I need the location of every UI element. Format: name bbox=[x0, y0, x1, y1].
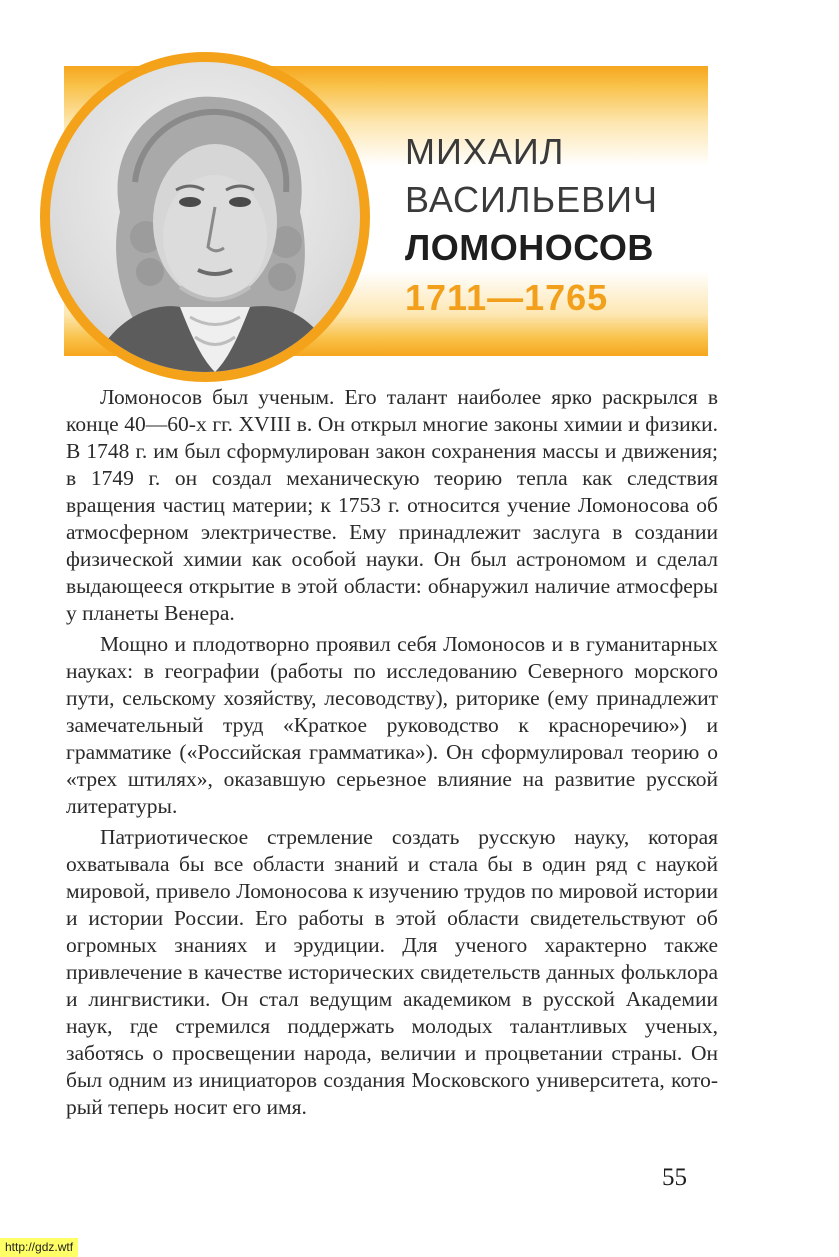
source-watermark: http://gdz.wtf bbox=[0, 1238, 78, 1257]
first-name: МИХАИЛ bbox=[405, 131, 565, 172]
surname: ЛОМОНОСОВ bbox=[405, 227, 654, 268]
portrait-engraving-icon bbox=[40, 52, 370, 382]
paragraph: Ломоносов был ученым. Его талант наиболее ярко раскрылся в конце 40—60-х гг. XVIII в. Он открыл многие законы химии и физики. В 1748 г. им был сформулирован закон сохранения массы и движения; в 1749 г. он создал механическую теорию тепла как следствия вращения частиц материи; к 1753 г. относится учение Ломоносова об атмосферном электричестве. Ему принадлежит заслуга в создании физической химии как особой науки. Он был астрономом и сделал выдающееся открытие в этой области: обнаружил наличие атмосферы у планеты Венера. bbox=[66, 385, 718, 625]
paragraph: Мощно и плодотворно проявил себя Ломоносов и в гуманитарных науках: в географии (работы по исследованию Северного морского пути, сельскому хозяйству, лесоводству), риторике (ему принадлежит замечательный труд «Краткое руководство к красноречию») и грамматике («Российская грамматика»). Он сформулировал теорию о «трех штилях», оказавшую серьезное влияние на развитие русской литературы. bbox=[66, 632, 718, 818]
paragraph: Патриотическое стремление создать русскую науку, которая охватывала бы все области знаний и стала бы в один ряд с наукой мировой, привело Ломоносова к изучению трудов по мировой истории и истории России. Его работы в этой области свидетельствуют об огромных знаниях и эрудиции. Для ученого характерно также привлечение в качестве исторических свидетельств данных фольклора и лингвистики. Он стал ведущим академиком в русской Академии наук, где стремился поддержать молодых талантливых ученых, заботясь о просвещении народа, величии и процветании страны. Он был одним из инициаторов создания Московского университета, который теперь носит его имя. bbox=[66, 825, 718, 1119]
article-body bbox=[66, 384, 718, 1125]
patronymic: ВАСИЛЬЕВИЧ bbox=[405, 179, 659, 220]
life-years: 1711—1765 bbox=[405, 277, 609, 318]
name-heading bbox=[405, 128, 725, 322]
page-number: 55 bbox=[662, 1164, 687, 1191]
